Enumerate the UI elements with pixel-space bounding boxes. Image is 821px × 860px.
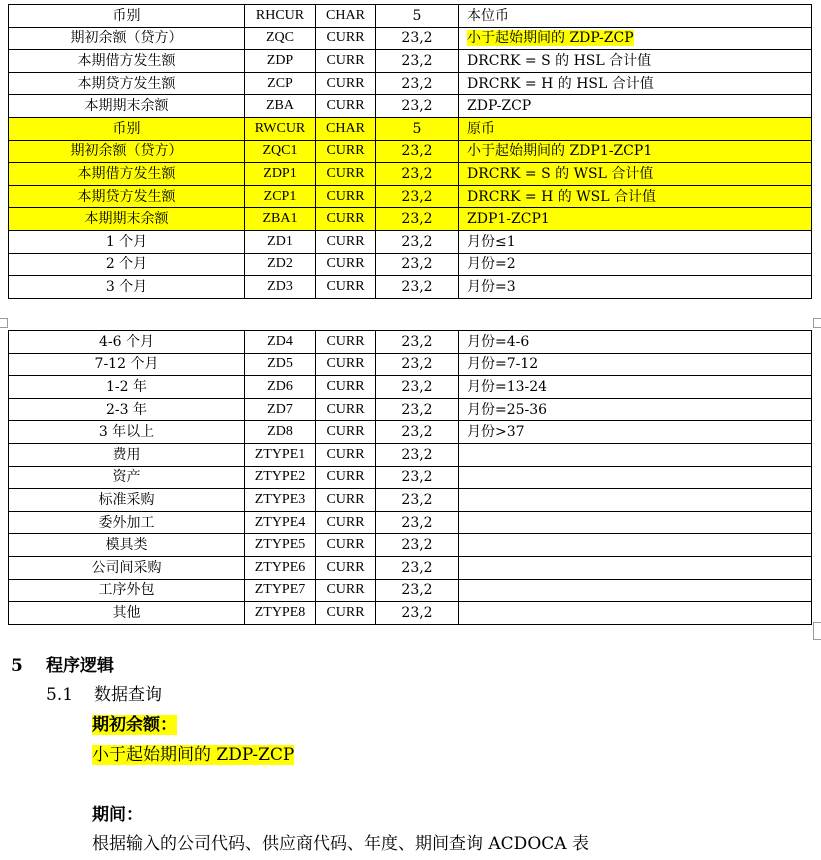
- remark-cell: DRCRK = H 的 HSL 合计值: [459, 72, 812, 95]
- field-description-cell: 2-3 年: [9, 398, 245, 421]
- data-type-cell: CURR: [316, 376, 376, 399]
- field-description-cell: 费用: [9, 443, 245, 466]
- table-row: [9, 579, 812, 602]
- field-table-body-1: [9, 5, 812, 299]
- field-description-cell: 公司间采购: [9, 556, 245, 579]
- table-row: [9, 5, 812, 28]
- length-cell: 23,2: [376, 602, 459, 625]
- table-row: [9, 602, 812, 625]
- length-cell: 23,2: [376, 72, 459, 95]
- remark-cell: [459, 556, 812, 579]
- field-name-cell: ZTYPE5: [245, 534, 316, 557]
- data-type-cell: CHAR: [316, 5, 376, 28]
- data-type-cell: CURR: [316, 556, 376, 579]
- remark-cell: [459, 534, 812, 557]
- field-description-cell: 委外加工: [9, 511, 245, 534]
- field-name-cell: ZCP1: [245, 185, 316, 208]
- section-title: 程序逻辑: [46, 656, 114, 676]
- data-type-cell: CURR: [316, 27, 376, 50]
- remark-cell: 月份=4-6: [459, 331, 812, 354]
- remark-cell: 月份=2: [459, 253, 812, 276]
- field-name-cell: ZBA1: [245, 208, 316, 231]
- length-cell: 23,2: [376, 140, 459, 163]
- table-row: [9, 276, 812, 299]
- data-type-cell: CURR: [316, 443, 376, 466]
- field-description-cell: 本期期末余额: [9, 95, 245, 118]
- field-description-cell: 3 个月: [9, 276, 245, 299]
- field-description-cell: 本期借方发生额: [9, 50, 245, 73]
- section-number: 5: [11, 656, 23, 676]
- field-name-cell: RWCUR: [245, 117, 316, 140]
- length-cell: 23,2: [376, 353, 459, 376]
- table-row: [9, 163, 812, 186]
- data-type-cell: CURR: [316, 466, 376, 489]
- table-row: [9, 376, 812, 399]
- length-cell: 23,2: [376, 443, 459, 466]
- length-cell: 23,2: [376, 253, 459, 276]
- opening-balance-label: [92, 713, 177, 737]
- field-name-cell: ZTYPE8: [245, 602, 316, 625]
- field-name-cell: ZD6: [245, 376, 316, 399]
- length-cell: 23,2: [376, 398, 459, 421]
- opening-balance-label-text: 期初余额：: [92, 715, 177, 735]
- field-name-cell: RHCUR: [245, 5, 316, 28]
- remark-cell: DRCRK = S 的 WSL 合计值: [459, 163, 812, 186]
- length-cell: 23,2: [376, 466, 459, 489]
- data-type-cell: CURR: [316, 331, 376, 354]
- length-cell: 23,2: [376, 489, 459, 512]
- data-type-cell: CURR: [316, 230, 376, 253]
- subsection-title: 数据查询: [94, 685, 162, 705]
- table-row: [9, 511, 812, 534]
- field-description-cell: 期初余额（贷方）: [9, 27, 245, 50]
- table-end-marker: [813, 622, 821, 640]
- table-row: [9, 72, 812, 95]
- remark-cell: ZDP1-ZCP1: [459, 208, 812, 231]
- length-cell: 23,2: [376, 208, 459, 231]
- opening-balance-rule: [92, 743, 294, 767]
- remark-cell: 小于起始期间的 ZDP1-ZCP1: [459, 140, 812, 163]
- field-description-cell: 资产: [9, 466, 245, 489]
- table-row: [9, 95, 812, 118]
- table-row: [9, 185, 812, 208]
- field-name-cell: ZTYPE7: [245, 579, 316, 602]
- field-name-cell: ZTYPE3: [245, 489, 316, 512]
- length-cell: 5: [376, 5, 459, 28]
- length-cell: 23,2: [376, 95, 459, 118]
- field-description-cell: 1 个月: [9, 230, 245, 253]
- field-description-cell: 币别: [9, 5, 245, 28]
- data-type-cell: CURR: [316, 353, 376, 376]
- page-break-marker-left: [0, 318, 8, 328]
- data-type-cell: CURR: [316, 276, 376, 299]
- field-table-part-1: [8, 4, 812, 299]
- period-label: 期间：: [92, 805, 143, 825]
- remark-cell: ZDP-ZCP: [459, 95, 812, 118]
- field-name-cell: ZTYPE1: [245, 443, 316, 466]
- field-name-cell: ZTYPE4: [245, 511, 316, 534]
- data-type-cell: CURR: [316, 253, 376, 276]
- remark-cell: DRCRK = H 的 WSL 合计值: [459, 185, 812, 208]
- remark-cell: [459, 466, 812, 489]
- table-row: [9, 489, 812, 512]
- table-row: [9, 556, 812, 579]
- data-type-cell: CHAR: [316, 117, 376, 140]
- field-description-cell: 4-6 个月: [9, 331, 245, 354]
- field-name-cell: ZD4: [245, 331, 316, 354]
- length-cell: 23,2: [376, 556, 459, 579]
- field-name-cell: ZCP: [245, 72, 316, 95]
- table-row: [9, 27, 812, 50]
- field-name-cell: ZQC: [245, 27, 316, 50]
- length-cell: 23,2: [376, 27, 459, 50]
- length-cell: 23,2: [376, 376, 459, 399]
- field-name-cell: ZD7: [245, 398, 316, 421]
- table-row: [9, 230, 812, 253]
- length-cell: 23,2: [376, 331, 459, 354]
- table-row: [9, 466, 812, 489]
- field-description-cell: 其他: [9, 602, 245, 625]
- remark-cell: 月份=3: [459, 276, 812, 299]
- length-cell: 23,2: [376, 230, 459, 253]
- field-name-cell: ZDP: [245, 50, 316, 73]
- remark-cell: DRCRK = S 的 HSL 合计值: [459, 50, 812, 73]
- field-name-cell: ZDP1: [245, 163, 316, 186]
- remark-cell: [459, 511, 812, 534]
- field-description-cell: 1-2 年: [9, 376, 245, 399]
- field-name-cell: ZBA: [245, 95, 316, 118]
- length-cell: 23,2: [376, 163, 459, 186]
- table-row: [9, 534, 812, 557]
- length-cell: 23,2: [376, 421, 459, 444]
- data-type-cell: CURR: [316, 208, 376, 231]
- field-table-part-2: [8, 330, 812, 625]
- table-row: [9, 140, 812, 163]
- data-type-cell: CURR: [316, 534, 376, 557]
- table-row: [9, 253, 812, 276]
- table-row: [9, 208, 812, 231]
- table-row: [9, 50, 812, 73]
- field-description-cell: 本期贷方发生额: [9, 72, 245, 95]
- field-name-cell: ZTYPE6: [245, 556, 316, 579]
- data-type-cell: CURR: [316, 163, 376, 186]
- remark-cell: 月份>37: [459, 421, 812, 444]
- period-description: 根据输入的公司代码、供应商代码、年度、期间查询 ACDOCA 表: [92, 834, 589, 854]
- data-type-cell: CURR: [316, 140, 376, 163]
- field-description-cell: 7-12 个月: [9, 353, 245, 376]
- opening-balance-rule-text: 小于起始期间的 ZDP-ZCP: [92, 745, 295, 765]
- field-description-cell: 3 年以上: [9, 421, 245, 444]
- table-row: [9, 353, 812, 376]
- table-row: [9, 421, 812, 444]
- table-row: [9, 117, 812, 140]
- remark-cell: 月份=13-24: [459, 376, 812, 399]
- field-name-cell: ZD1: [245, 230, 316, 253]
- remark-cell: [459, 579, 812, 602]
- field-description-cell: 工序外包: [9, 579, 245, 602]
- data-type-cell: CURR: [316, 489, 376, 512]
- data-type-cell: CURR: [316, 72, 376, 95]
- subsection-number: 5.1: [46, 685, 74, 705]
- remark-cell: [459, 27, 812, 50]
- remark-cell: 本位币: [459, 5, 812, 28]
- length-cell: 23,2: [376, 534, 459, 557]
- field-description-cell: 本期借方发生额: [9, 163, 245, 186]
- table-row: [9, 443, 812, 466]
- length-cell: 5: [376, 117, 459, 140]
- field-description-cell: 本期贷方发生额: [9, 185, 245, 208]
- remark-cell: 月份≤1: [459, 230, 812, 253]
- data-type-cell: CURR: [316, 50, 376, 73]
- remark-cell: 月份=7-12: [459, 353, 812, 376]
- table-row: [9, 398, 812, 421]
- field-name-cell: ZD3: [245, 276, 316, 299]
- data-type-cell: CURR: [316, 421, 376, 444]
- field-description-cell: 币别: [9, 117, 245, 140]
- highlighted-remark: 小于起始期间的 ZDP-ZCP: [467, 30, 634, 47]
- field-description-cell: 期初余额（贷方）: [9, 140, 245, 163]
- field-name-cell: ZD8: [245, 421, 316, 444]
- length-cell: 23,2: [376, 579, 459, 602]
- field-description-cell: 本期期末余额: [9, 208, 245, 231]
- table-row: [9, 331, 812, 354]
- data-type-cell: CURR: [316, 579, 376, 602]
- field-description-cell: 2 个月: [9, 253, 245, 276]
- field-table-body-2: [9, 331, 812, 625]
- remark-cell: 原币: [459, 117, 812, 140]
- data-type-cell: CURR: [316, 602, 376, 625]
- length-cell: 23,2: [376, 276, 459, 299]
- remark-cell: [459, 443, 812, 466]
- field-name-cell: ZD5: [245, 353, 316, 376]
- field-name-cell: ZD2: [245, 253, 316, 276]
- field-description-cell: 标准采购: [9, 489, 245, 512]
- field-name-cell: ZQC1: [245, 140, 316, 163]
- page-break-marker-right: [813, 318, 821, 328]
- length-cell: 23,2: [376, 50, 459, 73]
- data-type-cell: CURR: [316, 398, 376, 421]
- field-description-cell: 模具类: [9, 534, 245, 557]
- data-type-cell: CURR: [316, 95, 376, 118]
- length-cell: 23,2: [376, 511, 459, 534]
- field-name-cell: ZTYPE2: [245, 466, 316, 489]
- length-cell: 23,2: [376, 185, 459, 208]
- remark-cell: 月份=25-36: [459, 398, 812, 421]
- remark-cell: [459, 602, 812, 625]
- data-type-cell: CURR: [316, 185, 376, 208]
- remark-cell: [459, 489, 812, 512]
- data-type-cell: CURR: [316, 511, 376, 534]
